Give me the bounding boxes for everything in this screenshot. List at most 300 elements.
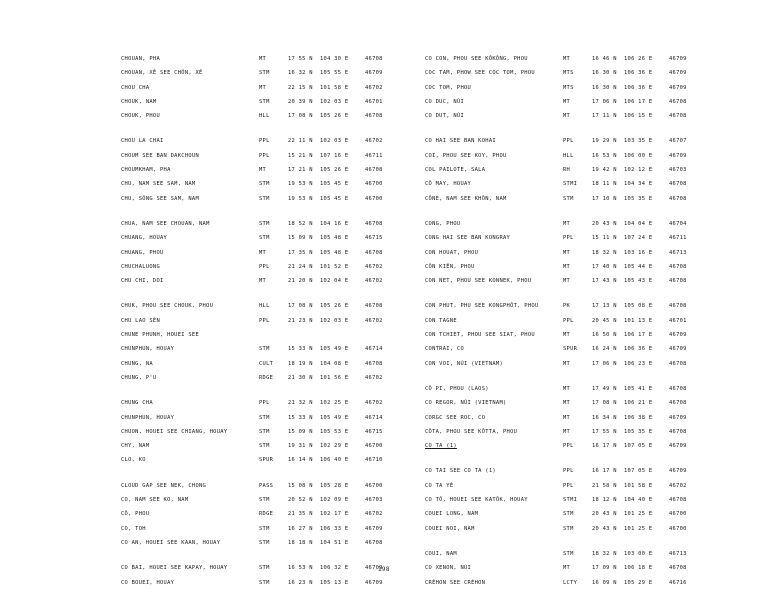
gazetteer-entry: [121, 411, 437, 425]
longitude: 105 13 E: [320, 579, 349, 586]
feature-code: PPL: [563, 443, 574, 450]
gazetteer-entry: [425, 522, 741, 536]
map-sheet: 46710: [365, 457, 383, 464]
longitude: 107 24 E: [624, 235, 653, 242]
longitude: 102 17 E: [320, 511, 349, 518]
gazetteer-entry: [425, 81, 741, 95]
gazetteer-entry: [425, 95, 741, 109]
entry-group: [425, 547, 741, 590]
longitude: 106 18 E: [624, 565, 653, 572]
latitude: 16 46 N: [592, 56, 617, 62]
map-sheet: 46709: [365, 525, 383, 532]
place-name: CHUA, NAM SEE CHOUAN, NAM: [121, 220, 210, 227]
map-sheet: 46713: [669, 550, 687, 557]
gazetteer-entry: [425, 357, 741, 371]
map-sheet: 46708: [365, 539, 383, 546]
longitude: 102 09 E: [320, 497, 349, 504]
place-name: CO XENON, NÚI: [425, 565, 472, 572]
feature-code: MT: [563, 360, 571, 367]
map-sheet: 46708: [365, 303, 383, 310]
map-sheet: 46716: [669, 579, 687, 586]
longitude: 105 53 E: [320, 428, 349, 435]
place-name: CLO, KO: [121, 457, 146, 464]
latitude: 18 12 N: [592, 497, 617, 504]
map-sheet: 46714: [365, 346, 383, 353]
place-name: CÔNE, NAM SEE KHÔN, NAM: [425, 195, 507, 202]
latitude: 21 32 N: [288, 400, 313, 407]
place-name: CHUANG, HOUAY: [121, 235, 168, 242]
longitude: 104 04 E: [624, 220, 653, 227]
map-sheet: 46700: [669, 511, 687, 518]
place-name: CORGC SEE ROC, CO: [425, 414, 486, 421]
gazetteer-entry: [425, 382, 741, 396]
map-sheet: 46702: [365, 374, 383, 381]
gazetteer-entry: [425, 66, 741, 80]
place-name: CHUNPHUN, HOUAY: [121, 346, 175, 353]
gazetteer-entry: [121, 493, 437, 507]
latitude: 17 13 N: [592, 303, 617, 310]
map-sheet: 46708: [669, 195, 687, 202]
longitude: 106 36 E: [624, 70, 653, 77]
place-name: COUI, NAM: [425, 550, 457, 557]
gazetteer-entry: [121, 439, 437, 453]
latitude: 17 49 N: [592, 385, 617, 392]
latitude: 20 43 N: [592, 525, 617, 532]
map-sheet: 46709: [669, 346, 687, 353]
place-name: CHU CHI, DOI: [121, 278, 164, 285]
gazetteer-entry: [121, 192, 437, 206]
entry-group: [425, 52, 741, 123]
place-name: COL PAILOTE, SALA: [425, 167, 486, 174]
map-sheet: 46703: [365, 497, 383, 504]
longitude: 101 13 E: [624, 317, 653, 324]
feature-code: PPL: [259, 317, 270, 324]
place-name: CHUNPHUN, HOUAY: [121, 414, 175, 421]
latitude: 21 20 N: [288, 278, 313, 285]
right-column: [425, 52, 741, 601]
latitude: 16 14 N: [288, 457, 313, 464]
gazetteer-entry: [121, 109, 437, 123]
place-name: CHU LAO SÉN: [121, 317, 160, 324]
latitude: 22 11 N: [288, 138, 313, 145]
latitude: 16 09 N: [592, 579, 617, 586]
place-name: CHUCHALUONG: [121, 263, 160, 270]
longitude: 105 28 E: [320, 482, 349, 489]
gazetteer-entry: [425, 561, 741, 575]
feature-code: STM: [259, 565, 270, 572]
feature-code: MT: [563, 332, 571, 339]
map-sheet: 46708: [365, 56, 383, 62]
gazetteer-entry: [425, 396, 741, 410]
gazetteer-entry: [425, 425, 741, 439]
feature-code: MT: [259, 167, 267, 174]
longitude: 106 15 E: [624, 113, 653, 120]
feature-code: MTS: [563, 84, 574, 91]
place-name: CHOUAN, PHA: [121, 56, 160, 62]
feature-code: SPUR: [563, 346, 578, 353]
gazetteer-entry: [121, 453, 437, 467]
latitude: 17 55 N: [288, 56, 313, 62]
gazetteer-entry: [425, 231, 741, 245]
map-sheet: 46709: [669, 70, 687, 77]
gazetteer-entry: [121, 328, 437, 342]
feature-code: STM: [259, 497, 270, 504]
feature-code: RDGE: [259, 374, 274, 381]
latitude: 17 43 N: [592, 278, 617, 285]
latitude: 17 08 N: [592, 400, 617, 407]
feature-code: STM: [259, 579, 270, 586]
entry-group: [425, 217, 741, 288]
place-name: CONG HAI SEE BAN KONGRAY: [425, 235, 511, 242]
map-sheet: 46711: [669, 235, 687, 242]
feature-code: STM: [563, 195, 574, 202]
feature-code: STM: [259, 414, 270, 421]
map-sheet: 46700: [669, 525, 687, 532]
latitude: 18 52 N: [288, 220, 313, 227]
gazetteer-entry: [425, 299, 741, 313]
map-sheet: 46700: [365, 181, 383, 188]
latitude: 21 24 N: [288, 263, 313, 270]
longitude: 106 17 E: [624, 332, 653, 339]
map-sheet: 46715: [365, 428, 383, 435]
place-name: CON VOI, NÚI (VIETNAM): [425, 360, 503, 367]
longitude: 106 23 E: [624, 360, 653, 367]
place-name: CO AN, HOUEI SEE KAAN, HOUAY: [121, 539, 221, 546]
longitude: 102 25 E: [320, 400, 349, 407]
place-name: CHY, NAM: [121, 443, 150, 450]
gazetteer-entry: [425, 149, 741, 163]
longitude: 106 36 E: [624, 84, 653, 91]
longitude: 104 08 E: [320, 360, 349, 367]
map-sheet: 46702: [365, 263, 383, 270]
map-sheet: 46701: [365, 98, 383, 105]
map-sheet: 46704: [669, 220, 687, 227]
place-name: COC TOM, PHOU: [425, 84, 472, 91]
feature-code: STMI: [563, 181, 578, 188]
latitude: 16 32 N: [288, 70, 313, 77]
map-sheet: 46708: [669, 263, 687, 270]
gazetteer-entry: [121, 177, 437, 191]
place-name: CO BAI, HOUEI SEE KAPAY, HOUAY: [121, 565, 228, 572]
entry-group: [121, 134, 437, 205]
feature-code: MT: [259, 84, 267, 91]
place-name: CHUON, HOUEI SEE CHIANG, HOUAY: [121, 428, 228, 435]
longitude: 106 32 E: [320, 565, 349, 572]
latitude: 18 18 N: [288, 539, 313, 546]
longitude: 106 26 E: [624, 56, 653, 62]
longitude: 106 40 E: [320, 457, 349, 464]
gazetteer-entry: [425, 246, 741, 260]
latitude: 17 10 N: [592, 195, 617, 202]
feature-code: STM: [259, 195, 270, 202]
latitude: 15 33 N: [288, 414, 313, 421]
latitude: 21 35 N: [288, 511, 313, 518]
gazetteer-entry: [425, 439, 741, 453]
feature-code: MT: [563, 428, 571, 435]
place-name: CÔTA, PHOU SEE KÔTTA, PHOU: [425, 428, 518, 435]
longitude: 104 40 E: [624, 497, 653, 504]
place-name: CÔ, PHOU: [121, 511, 150, 518]
place-name: CO, NAM SEE KO, NAM: [121, 497, 189, 504]
place-name: COUEI LONG, NAM: [425, 511, 479, 518]
longitude: 105 48 E: [320, 235, 349, 242]
longitude: 105 45 E: [320, 195, 349, 202]
entry-group: [425, 134, 741, 205]
feature-code: MT: [563, 414, 571, 421]
gazetteer-entry: [425, 109, 741, 123]
latitude: 19 31 N: [288, 443, 313, 450]
gazetteer-entry: [121, 396, 437, 410]
place-name: CO TÔ, HOUEI SEE KATÔK, HOUAY: [425, 497, 528, 504]
feature-code: PPL: [563, 235, 574, 242]
latitude: 17 06 N: [592, 360, 617, 367]
place-name: COC TAM, PHOW SEE COC TOM, PHOU: [425, 70, 535, 77]
place-name: CHOU CHA: [121, 84, 150, 91]
latitude: 21 30 N: [288, 374, 313, 381]
longitude: 102 03 E: [320, 317, 349, 324]
longitude: 106 17 E: [624, 98, 653, 105]
latitude: 16 50 N: [592, 332, 617, 339]
gazetteer-entry: [425, 314, 741, 328]
longitude: 106 38 E: [624, 414, 653, 421]
place-name: CHU, NAM SEE SAM, NAM: [121, 181, 196, 188]
feature-code: MT: [563, 278, 571, 285]
feature-code: STM: [259, 70, 270, 77]
feature-code: HLL: [563, 152, 574, 159]
place-name: COUEI NOI, NAM: [425, 525, 475, 532]
map-sheet: 46700: [365, 195, 383, 202]
feature-code: STM: [259, 525, 270, 532]
feature-code: STM: [259, 181, 270, 188]
entry-group: [425, 464, 741, 535]
feature-code: STMI: [563, 497, 578, 504]
feature-code: HLL: [259, 303, 270, 310]
gazetteer-entry: [121, 342, 437, 356]
gazetteer-entry: [425, 547, 741, 561]
latitude: 19 53 N: [288, 195, 313, 202]
feature-code: MTS: [563, 70, 574, 77]
entry-group: [121, 217, 437, 288]
page-number: 198: [378, 566, 390, 573]
gazetteer-entry: [425, 464, 741, 478]
map-sheet: 46708: [669, 113, 687, 120]
feature-code: PASS: [259, 482, 274, 489]
feature-code: MT: [563, 98, 571, 105]
gazetteer-entry: [121, 576, 437, 590]
gazetteer-entry: [121, 95, 437, 109]
place-name: CHUNG, P'U: [121, 374, 157, 381]
feature-code: CULT: [259, 360, 274, 367]
gazetteer-entry: [121, 149, 437, 163]
map-sheet: 46703: [669, 167, 687, 174]
longitude: 105 44 E: [624, 263, 653, 270]
place-name: CO TA (1): [425, 443, 457, 450]
place-name: CO, TOH: [121, 525, 146, 532]
gazetteer-entry: [121, 231, 437, 245]
feature-code: MT: [259, 56, 267, 62]
latitude: 16 34 N: [592, 414, 617, 421]
place-name: CHUK, PHOU SEE CHOUK, PHOU: [121, 303, 214, 310]
latitude: 21 23 N: [288, 317, 313, 324]
left-column: [121, 52, 437, 601]
place-name: CHOUK, PHOU: [121, 113, 160, 120]
map-sheet: 46708: [365, 249, 383, 256]
place-name: CO BOUEI, HOUAY: [121, 579, 175, 586]
gazetteer-entry: [121, 357, 437, 371]
longitude: 101 58 E: [624, 482, 653, 489]
latitude: 18 32 N: [592, 249, 617, 256]
longitude: 105 26 E: [320, 167, 349, 174]
longitude: 104 51 E: [320, 539, 349, 546]
map-sheet: 46708: [669, 385, 687, 392]
gazetteer-entry: [425, 192, 741, 206]
map-sheet: 46709: [669, 332, 687, 339]
place-name: CO REGOR, NÚI (VIETNAM): [425, 400, 507, 407]
longitude: 101 25 E: [624, 525, 653, 532]
longitude: 106 00 E: [624, 152, 653, 159]
latitude: 16 53 N: [592, 152, 617, 159]
feature-code: PPL: [259, 263, 270, 270]
gazetteer-entry: [121, 299, 437, 313]
latitude: 15 08 N: [288, 482, 313, 489]
feature-code: PK: [563, 303, 571, 310]
longitude: 103 16 E: [624, 249, 653, 256]
feature-code: MT: [563, 400, 571, 407]
feature-code: MT: [259, 249, 267, 256]
gazetteer-entry: [425, 576, 741, 590]
place-name: CHUNE PHUNH, HOUEI SEE: [121, 332, 199, 339]
feature-code: PPL: [563, 317, 574, 324]
map-sheet: 46708: [365, 167, 383, 174]
feature-code: HLL: [259, 113, 270, 120]
map-sheet: 46709: [365, 579, 383, 586]
longitude: 105 26 E: [320, 303, 349, 310]
gazetteer-entry: [121, 81, 437, 95]
longitude: 105 49 E: [320, 414, 349, 421]
feature-code: STM: [259, 98, 270, 105]
gazetteer-entry: [425, 134, 741, 148]
longitude: 102 03 E: [320, 138, 349, 145]
latitude: 17 40 N: [592, 263, 617, 270]
latitude: 16 17 N: [592, 468, 617, 475]
gazetteer-entry: [425, 177, 741, 191]
latitude: 15 11 N: [592, 235, 617, 242]
feature-code: MT: [563, 385, 571, 392]
place-name: CHUNG, NA: [121, 360, 153, 367]
longitude: 103 35 E: [624, 138, 653, 145]
longitude: 105 26 E: [320, 113, 349, 120]
latitude: 17 09 N: [592, 565, 617, 572]
map-sheet: 46700: [365, 482, 383, 489]
longitude: 105 48 E: [320, 249, 349, 256]
longitude: 106 21 E: [624, 400, 653, 407]
gazetteer-entry: [425, 411, 741, 425]
latitude: 20 39 N: [288, 98, 313, 105]
longitude: 106 36 E: [624, 346, 653, 353]
map-sheet: 46708: [365, 360, 383, 367]
map-sheet: 46702: [365, 511, 383, 518]
place-name: CHOUMKHAM, PHA: [121, 167, 171, 174]
place-name: CO DUT, NÚI: [425, 113, 464, 120]
place-name: CO TA YÉ: [425, 482, 454, 489]
latitude: 15 09 N: [288, 235, 313, 242]
latitude: 20 52 N: [288, 497, 313, 504]
gazetteer-entry: [425, 342, 741, 356]
latitude: 16 53 N: [288, 565, 313, 572]
map-sheet: 46702: [365, 317, 383, 324]
gazetteer-entry: [121, 479, 437, 493]
longitude: 106 33 E: [320, 525, 349, 532]
map-sheet: 46714: [365, 414, 383, 421]
feature-code: PPL: [563, 138, 574, 145]
map-sheet: 46708: [669, 497, 687, 504]
gazetteer-entry: [425, 507, 741, 521]
longitude: 105 43 E: [624, 278, 653, 285]
map-sheet: 46702: [365, 400, 383, 407]
entry-group: [121, 479, 437, 550]
map-sheet: 46708: [365, 113, 383, 120]
map-sheet: 46709: [669, 468, 687, 475]
feature-code: SPUR: [259, 457, 274, 464]
feature-code: RH: [563, 167, 571, 174]
latitude: 15 21 N: [288, 152, 313, 159]
gazetteer-entry: [425, 52, 741, 66]
feature-code: MT: [563, 263, 571, 270]
gazetteer-entry: [425, 163, 741, 177]
map-sheet: 46709: [669, 443, 687, 450]
longitude: 105 35 E: [624, 428, 653, 435]
longitude: 107 05 E: [624, 468, 653, 475]
place-name: CO HAI SEE BAN KOHAI: [425, 138, 496, 145]
place-name: CO DUC, NÚI: [425, 98, 464, 105]
longitude: 105 55 E: [320, 70, 349, 77]
feature-code: MT: [563, 249, 571, 256]
gazetteer-entry: [121, 507, 437, 521]
place-name: CO TAI SEE CO TA (1): [425, 468, 496, 475]
feature-code: STM: [259, 235, 270, 242]
place-name: CHUNG CHA: [121, 400, 153, 407]
place-name: CHUANG, PHOU: [121, 249, 164, 256]
map-sheet: 46708: [669, 428, 687, 435]
feature-code: STM: [563, 511, 574, 518]
place-name: CÔN KIÊN, PHOU: [425, 263, 475, 270]
map-sheet: 46709: [669, 84, 687, 91]
longitude: 101 56 E: [320, 374, 349, 381]
map-sheet: 46702: [365, 278, 383, 285]
gazetteer-entry: [121, 371, 437, 385]
entry-group: [425, 382, 741, 453]
place-name: CON TAGNE: [425, 317, 457, 324]
latitude: 16 17 N: [592, 443, 617, 450]
feature-code: PPL: [563, 468, 574, 475]
place-name: CHU, SÔNG SEE SAM, NAM: [121, 195, 199, 202]
longitude: 101 25 E: [624, 511, 653, 518]
entry-group: [121, 299, 437, 385]
map-sheet: 46709: [365, 70, 383, 77]
gazetteer-entry: [121, 52, 437, 66]
map-sheet: 46711: [365, 152, 383, 159]
place-name: CHOUM SEE BAN DAKCHOUN: [121, 152, 199, 159]
latitude: 15 09 N: [288, 428, 313, 435]
latitude: 16 30 N: [592, 84, 617, 91]
place-name: CO CON, PHOU SEE KÔKÔNG, PHOU: [425, 56, 528, 62]
gazetteer-entry: [121, 425, 437, 439]
place-name: CHOU LA CHAI: [121, 138, 164, 145]
feature-code: LCTY: [563, 579, 578, 586]
map-sheet: 46715: [365, 235, 383, 242]
feature-code: PPL: [563, 482, 574, 489]
latitude: 16 30 N: [592, 70, 617, 77]
